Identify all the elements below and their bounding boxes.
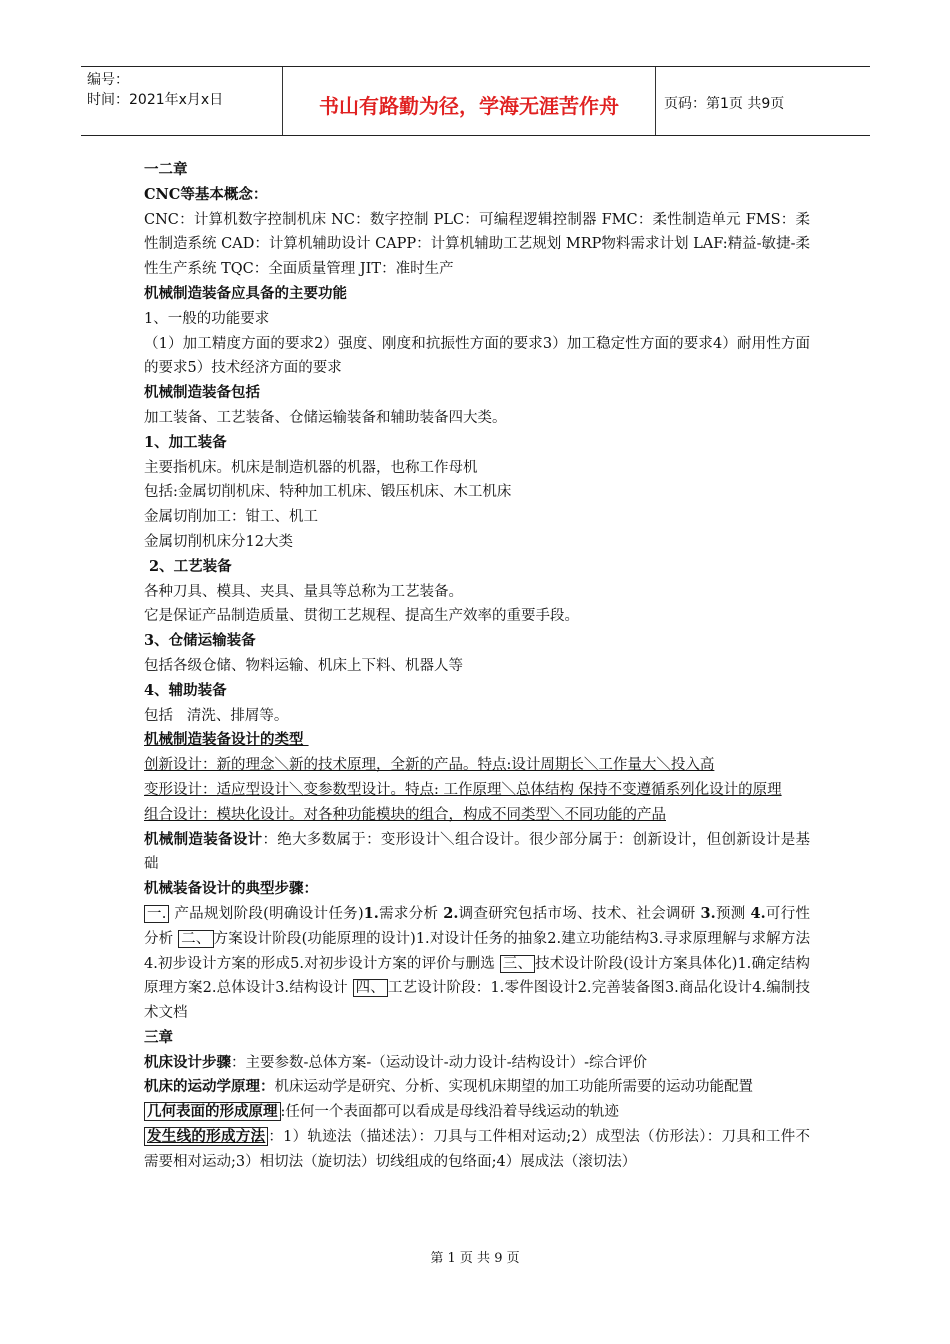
paragraph: 组合设计：模块化设计。对各种功能模块的组合，构成不同类型＼不同功能的产品: [144, 806, 666, 823]
paragraph: [144, 1051, 810, 1076]
header-left-cell: [81, 67, 282, 135]
time-label: 时间：2021年x月x日: [87, 92, 224, 108]
paragraph: CNC：计算机数字控制机床 NC：数字控制 PLC：可编程逻辑控制器 FMC：柔性制造单元 FMS：柔性制造系统 CAD：计算机辅助设计 CAPP：计算机辅助工艺规划 MRP物料需求计划 LAF:精益-敏捷-柔性生产系统 TQC：全面质量管理 JIT：准时生产: [144, 211, 810, 278]
step-number: 1.: [363, 904, 379, 922]
design-steps-paragraph: [144, 902, 810, 1026]
step-marker: 四、: [353, 979, 388, 997]
bold-term: 机床的运动学原理：: [144, 1078, 275, 1096]
header-motto-cell: [282, 67, 656, 135]
paragraph: 包括 清洗、排屑等。: [144, 707, 289, 724]
section-heading: 机械制造装备包括: [144, 384, 260, 402]
chapter-heading: 三章: [144, 1028, 173, 1046]
section-heading: 3、仓储运输装备: [144, 632, 256, 650]
paragraph: 变形设计：适应型设计＼变参数型设计。特点: 工作原理＼总体结构 保持不变遵循系列化设计的原理: [144, 781, 782, 798]
step-text: 可行性分析: [144, 905, 811, 947]
step-marker: 一.: [144, 905, 169, 923]
document-body: [144, 158, 810, 1175]
motto: 书山有路勤为径，学海无涯苦作舟: [319, 93, 619, 118]
step-text: 需求分析: [378, 905, 439, 922]
step-number: 2.: [443, 904, 459, 922]
step-text: 调查研究包括市场、技术、社会调研: [458, 905, 696, 922]
step-number: 3.: [700, 904, 716, 922]
bold-term: 机械制造装备设计: [144, 830, 263, 848]
paragraph: 1、一般的功能要求: [144, 310, 270, 327]
chapter-heading: 一二章: [144, 161, 188, 178]
step-marker: 二、: [178, 930, 213, 948]
bold-term: 机床设计步骤: [144, 1053, 231, 1071]
section-heading: CNC等基本概念：: [144, 185, 268, 203]
paragraph-text: ：主要参数-总体方案-（运动设计-动力设计-结构设计）-综合评价: [231, 1054, 647, 1071]
boxed-term: 几何表面的形成原理: [144, 1102, 281, 1121]
step-number: 4.: [750, 904, 766, 922]
paragraph: 各种刀具、模具、夹具、量具等总称为工艺装备。: [144, 583, 463, 600]
section-heading: 1、加工装备: [144, 433, 227, 451]
section-heading: 2、工艺装备: [144, 557, 232, 575]
paragraph: [144, 1100, 810, 1125]
section-heading: 机械制造装备应具备的主要功能: [144, 284, 347, 302]
paragraph: [144, 1125, 810, 1175]
page-info: 页码：第1页 共9页: [664, 96, 785, 112]
section-heading: 4、辅助装备: [144, 681, 227, 699]
paragraph: （1）加工精度方面的要求2）强度、刚度和抗振性方面的要求3）加工稳定性方面的要求4）耐用性方面的要求5）技术经济方面的要求: [144, 335, 810, 377]
page-footer: 第 1 页 共 9 页: [430, 1251, 520, 1266]
paragraph: 它是保证产品制造质量、贯彻工艺规程、提高生产效率的重要手段。: [144, 608, 579, 625]
section-heading: 机械制造装备设计的类型: [144, 731, 309, 749]
step-text: 产品规划阶段(明确设计任务): [174, 905, 364, 922]
paragraph: 金属切削加工：钳工、机工: [144, 509, 318, 526]
header-page-cell: [656, 67, 870, 135]
header-table: [81, 66, 870, 136]
number-label: 编号：: [87, 72, 129, 88]
paragraph: 主要指机床。机床是制造机器的机器，也称工作母机: [144, 459, 478, 476]
paragraph-text: ：绝大多数属于：变形设计＼组合设计。很少部分属于：创新设计，但创新设计是基础: [144, 831, 811, 873]
step-marker: 三、: [500, 955, 535, 973]
paragraph: 包括:金属切削机床、特种加工机床、锻压机床、木工机床: [144, 484, 512, 501]
boxed-term: 发生线的形成方法: [144, 1127, 268, 1146]
paragraph: 创新设计：新的理念＼新的技术原理，全新的产品。特点:设计周期长＼工作量大＼投入高: [144, 757, 715, 774]
paragraph: [144, 1075, 810, 1100]
paragraph-text: :任何一个表面都可以看成是母线沿着导线运动的轨迹: [280, 1104, 619, 1121]
step-text: 预测: [715, 905, 746, 922]
paragraph: 加工装备、工艺装备、仓储运输装备和辅助装备四大类。: [144, 409, 507, 426]
section-heading: 机械装备设计的典型步骤：: [144, 880, 318, 898]
paragraph-text: 机床运动学是研究、分析、实现机床期望的加工功能所需要的运动功能配置: [274, 1079, 753, 1096]
paragraph: 包括各级仓储、物料运输、机床上下料、机器人等: [144, 657, 463, 674]
step-text: 技术设计阶段(设计方案具体化)1.确定结构原理方案2.总体设计3.结构设计: [144, 955, 810, 997]
step-text: 工艺设计阶段：1.零件图设计2.完善装备图3.商品化设计4.编制技术文档: [144, 980, 811, 1022]
step-text: 方案设计阶段(功能原理的设计)1.对设计任务的抽象2.建立功能结构3.寻求原理解与求解方法4.初步设计方案的形成5.对初步设计方案的评价与删选: [144, 930, 810, 972]
paragraph: 金属切削机床分12大类: [144, 533, 293, 550]
paragraph: [144, 828, 810, 878]
paragraph-text: ：1）轨迹法（描述法）：刀具与工件相对运动;2）成型法（仿形法）：刀具和工件不需要相对运动;3）相切法（旋切法）切线组成的包络面;4）展成法（滚切法）: [144, 1129, 810, 1170]
